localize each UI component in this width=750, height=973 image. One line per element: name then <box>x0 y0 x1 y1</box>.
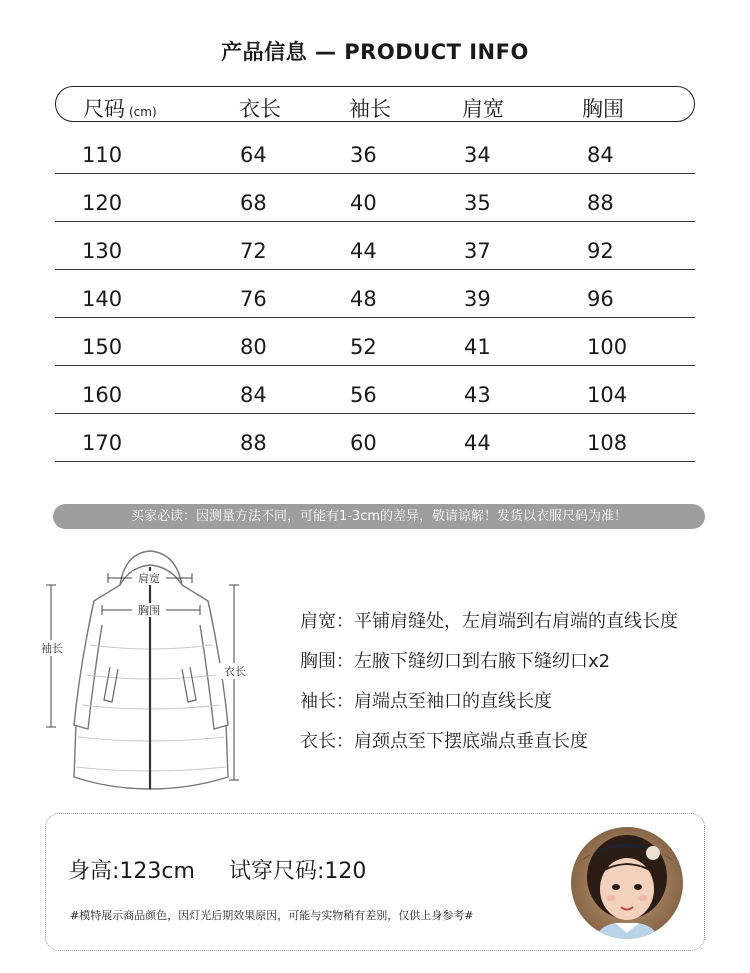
cell-size: 160 <box>82 383 123 407</box>
header-size-label: 尺码 <box>83 97 125 121</box>
cell-chest: 100 <box>587 335 628 359</box>
model-note: #模特展示商品颜色，因灯光后期效果原因，可能与实物稍有差别，仅供上身参考# <box>70 909 474 922</box>
header-size-unit: (cm) <box>129 105 157 119</box>
table-row <box>55 366 695 414</box>
size-table-body <box>55 126 695 462</box>
cell-sleeve: 44 <box>350 239 377 263</box>
header-sleeve: 袖长 <box>349 97 391 121</box>
table-row <box>55 174 695 222</box>
cell-shoulder: 35 <box>464 191 491 215</box>
cell-sleeve: 60 <box>350 431 377 455</box>
cell-shoulder: 37 <box>464 239 491 263</box>
header-size <box>83 93 157 123</box>
cell-size: 140 <box>82 287 123 311</box>
table-row <box>55 414 695 462</box>
cell-size: 120 <box>82 191 123 215</box>
model-portrait <box>571 827 683 939</box>
cell-sleeve: 52 <box>350 335 377 359</box>
desc-sleeve: 袖长：肩端点至袖口的直线长度 <box>300 691 552 712</box>
cell-size: 110 <box>82 143 123 167</box>
table-row <box>55 270 695 318</box>
shoulder-label: 肩宽 <box>138 572 160 585</box>
model-stats <box>68 854 366 885</box>
cell-shoulder: 44 <box>464 431 491 455</box>
measurement-diagram <box>30 545 280 800</box>
cell-length: 84 <box>240 383 267 407</box>
desc-chest: 胸围：左腋下缝纫口到右腋下缝纫口x2 <box>300 651 611 672</box>
cell-shoulder: 34 <box>464 143 491 167</box>
cell-length: 68 <box>240 191 267 215</box>
model-info-box <box>45 813 705 951</box>
cell-sleeve: 56 <box>350 383 377 407</box>
model-size: 试穿尺码:120 <box>228 859 367 884</box>
cell-size: 150 <box>82 335 123 359</box>
cell-chest: 108 <box>587 431 628 455</box>
cell-chest: 104 <box>587 383 628 407</box>
cell-shoulder: 43 <box>464 383 491 407</box>
cell-shoulder: 41 <box>464 335 491 359</box>
model-height: 身高:123cm <box>68 859 195 884</box>
length-label: 衣长 <box>224 665 246 678</box>
desc-length: 衣长：肩颈点至下摆底端点垂直长度 <box>300 731 588 752</box>
cell-size: 170 <box>82 431 123 455</box>
buyer-notice: 买家必读：因测量方法不同，可能有1-3cm的差异，敬请谅解！发货以衣服尺码为准！ <box>53 504 705 529</box>
model-avatar <box>571 827 683 939</box>
cell-size: 130 <box>82 239 123 263</box>
cell-length: 88 <box>240 431 267 455</box>
sleeve-label: 袖长 <box>41 642 63 655</box>
cell-chest: 92 <box>587 239 614 263</box>
coat-illustration <box>30 545 280 800</box>
cell-chest: 96 <box>587 287 614 311</box>
header-shoulder: 肩宽 <box>462 97 504 121</box>
cell-length: 76 <box>240 287 267 311</box>
table-row <box>55 222 695 270</box>
page-title: 产品信息 — PRODUCT INFO <box>221 40 529 64</box>
cell-chest: 88 <box>587 191 614 215</box>
chest-label: 胸围 <box>138 604 160 617</box>
cell-sleeve: 40 <box>350 191 377 215</box>
cell-length: 80 <box>240 335 267 359</box>
cell-sleeve: 36 <box>350 143 377 167</box>
table-row <box>55 318 695 366</box>
cell-sleeve: 48 <box>350 287 377 311</box>
cell-length: 72 <box>240 239 267 263</box>
header-chest: 胸围 <box>582 97 624 121</box>
size-table-header <box>55 86 695 122</box>
cell-chest: 84 <box>587 143 614 167</box>
header-length: 衣长 <box>239 97 281 121</box>
cell-shoulder: 39 <box>464 287 491 311</box>
cell-length: 64 <box>240 143 267 167</box>
table-row <box>55 126 695 174</box>
desc-shoulder: 肩宽：平铺肩缝处，左肩端到右肩端的直线长度 <box>300 611 678 632</box>
